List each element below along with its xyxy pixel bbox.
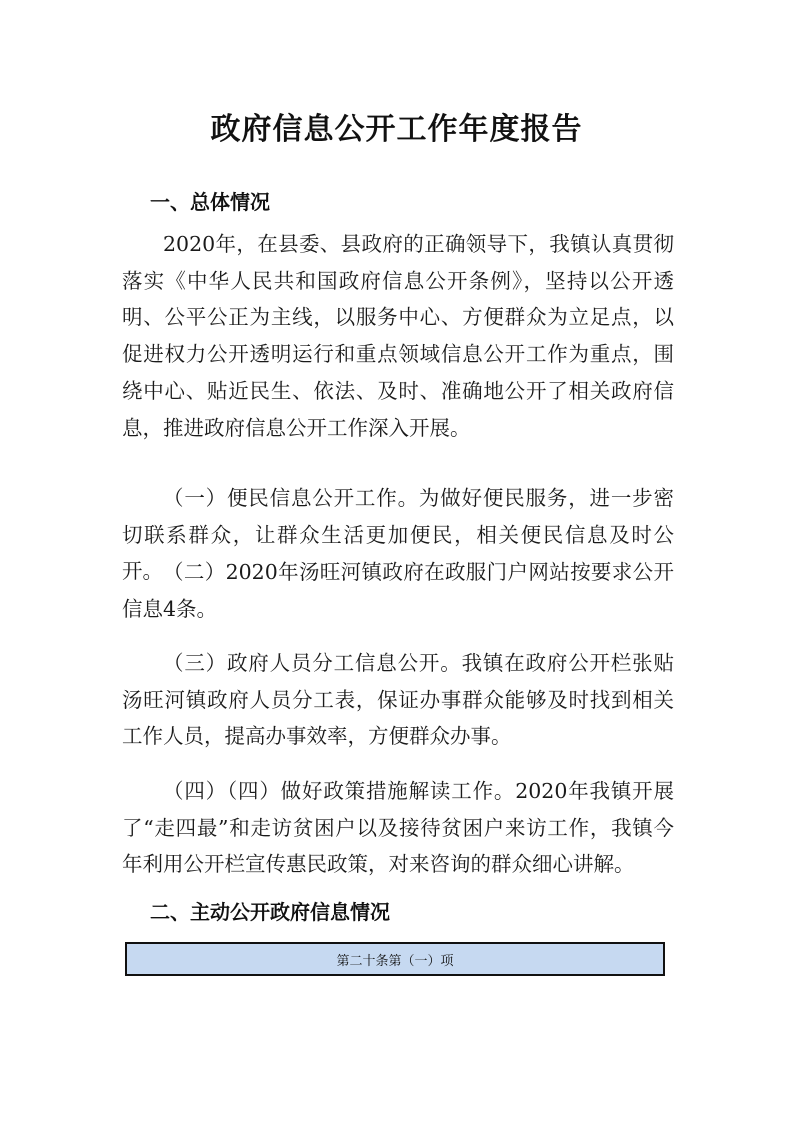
table-header-label: 第二十条第（一）项 <box>336 953 454 969</box>
paragraph-portal-info: （二）2020年汤旺河镇政府在政服门户网站按要求公开信息4条。 <box>122 560 674 621</box>
section-heading-overview: 一、总体情况 <box>150 190 270 214</box>
paragraph-staff-division: （三）政府人员分工信息公开。我镇在政府公开栏张贴汤旺河镇政府人员分工表，保证办事群众能够及时找到相关工作人员，提高办事效率，方便群众办事。 <box>122 651 674 749</box>
section-heading-active-disclosure: 二、主动公开政府信息情况 <box>150 900 390 924</box>
table-header-cell <box>125 942 665 976</box>
paragraph-overview: 2020年，在县委、县政府的正确领导下，我镇认真贯彻落实《中华人民共和国政府信息公开条例》，坚持以公开透明、公平公正为主线，以服务中心、方便群众为立足点，以促进权力公开透明运行和重点领域信息公开工作为重点，围绕中心、贴近民生、依法、及时、准确地公开了相关政府信息，推进政府信息公开工作深入开展。 <box>122 232 674 440</box>
paragraph-convenience-info: （一）便民信息公开工作。为做好便民服务，进一步密切联系群众，让群众生活更加便民，相关便民信息及时公开。 <box>122 486 674 584</box>
paragraph-policy-interpretation: （四）（四）做好政策措施解读工作。2020年我镇开展了“走四最”和走访贫困户以及接待贫困户来访工作，我镇今年利用公开栏宣传惠民政策，对来咨询的群众细心讲解。 <box>122 779 674 877</box>
page-title: 政府信息公开工作年度报告 <box>210 112 583 147</box>
